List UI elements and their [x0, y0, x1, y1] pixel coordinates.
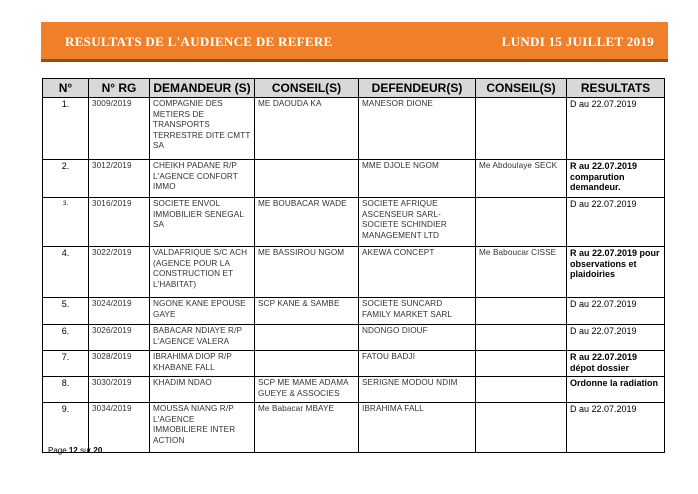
- cell-demandeur: KHADIM NDAO: [150, 377, 255, 403]
- cell-conseil-demandeur: [255, 325, 359, 351]
- cell-conseil-defendeur: [476, 403, 567, 453]
- cell-resultat: D au 22.07.2019: [567, 198, 665, 247]
- cell-defendeur: AKEWA CONCEPT: [359, 247, 476, 298]
- cell-conseil-demandeur: ME BOUBACAR WADE: [255, 198, 359, 247]
- cell-conseil-defendeur: [476, 351, 567, 377]
- cell-rg: 3030/2019: [89, 377, 150, 403]
- table-row: [43, 198, 665, 247]
- results-table: [42, 78, 665, 453]
- table-row: [43, 377, 665, 403]
- cell-defendeur: SOCIETE AFRIQUE ASCENSEUR SARL-SOCIETE SCHINDIER MANAGEMENT LTD: [359, 198, 476, 247]
- header-rg: N° RG: [89, 79, 150, 98]
- header-banner: [41, 22, 668, 62]
- cell-resultat: D au 22.07.2019: [567, 298, 665, 325]
- cell-conseil-demandeur: ME BASSIROU NGOM: [255, 247, 359, 298]
- cell-num: 3.: [43, 198, 89, 247]
- table-row: [43, 247, 665, 298]
- banner-date: LUNDI 15 JUILLET 2019: [501, 34, 654, 49]
- cell-rg: 3022/2019: [89, 247, 150, 298]
- cell-num: 4.: [43, 247, 89, 298]
- cell-demandeur: BABACAR NDIAYE R/P L'AGENCE VALERA: [150, 325, 255, 351]
- table-row: [43, 160, 665, 198]
- cell-num: 1.: [43, 98, 89, 160]
- cell-demandeur: CHEIKH PADANE R/P L'AGENCE CONFORT IMMO: [150, 160, 255, 198]
- cell-conseil-defendeur: [476, 198, 567, 247]
- footer-sep: sur: [80, 446, 92, 455]
- cell-resultat: Ordonne la radiation: [567, 377, 665, 403]
- cell-conseil-demandeur: SCP KANE & SAMBE: [255, 298, 359, 325]
- cell-conseil-defendeur: [476, 377, 567, 403]
- cell-num: 2.: [43, 160, 89, 198]
- table-row: [43, 325, 665, 351]
- cell-resultat: D au 22.07.2019: [567, 403, 665, 453]
- cell-demandeur: SOCIETE ENVOL IMMOBILIER SENEGAL SA: [150, 198, 255, 247]
- cell-rg: 3034/2019: [89, 403, 150, 453]
- cell-resultat: R au 22.07.2019 comparution demandeur.: [567, 160, 665, 198]
- cell-rg: 3026/2019: [89, 325, 150, 351]
- cell-rg: 3016/2019: [89, 198, 150, 247]
- cell-resultat: D au 22.07.2019: [567, 98, 665, 160]
- cell-defendeur: FATOU BADJI: [359, 351, 476, 377]
- cell-num: 5.: [43, 298, 89, 325]
- cell-num: 6.: [43, 325, 89, 351]
- header-defendeur: DEFENDEUR(S): [359, 79, 476, 98]
- cell-rg: 3012/2019: [89, 160, 150, 198]
- cell-defendeur: MME DJOLE NGOM: [359, 160, 476, 198]
- cell-rg: 3028/2019: [89, 351, 150, 377]
- cell-demandeur: MOUSSA NIANG R/P L'AGENCE IMMOBILIERE INTER ACTION: [150, 403, 255, 453]
- cell-num: 9.: [43, 403, 89, 453]
- banner-title: RESULTATS DE L'AUDIENCE DE REFERE: [65, 34, 333, 49]
- table-row: [43, 351, 665, 377]
- cell-defendeur: IBRAHIMA FALL: [359, 403, 476, 453]
- table-row: [43, 98, 665, 160]
- table-header-row: [43, 79, 665, 98]
- table-row: [43, 403, 665, 453]
- header-conseil-defendeur: CONSEIL(S): [476, 79, 567, 98]
- cell-demandeur: IBRAHIMA DIOP R/P KHABANE FALL: [150, 351, 255, 377]
- footer-page-label: Page: [48, 446, 67, 455]
- cell-resultat: D au 22.07.2019: [567, 325, 665, 351]
- cell-conseil-defendeur: Me Baboucar CISSE: [476, 247, 567, 298]
- cell-defendeur: SERIGNE MODOU NDIM: [359, 377, 476, 403]
- header-demandeur: DEMANDEUR (S): [150, 79, 255, 98]
- cell-defendeur: NDONGO DIOUF: [359, 325, 476, 351]
- cell-defendeur: MANESOR DIONE: [359, 98, 476, 160]
- cell-rg: 3024/2019: [89, 298, 150, 325]
- cell-num: 8.: [43, 377, 89, 403]
- cell-conseil-defendeur: [476, 325, 567, 351]
- cell-conseil-demandeur: [255, 351, 359, 377]
- table-row: [43, 298, 665, 325]
- cell-conseil-demandeur: SCP ME MAME ADAMA GUEYE & ASSOCIES: [255, 377, 359, 403]
- cell-rg: 3009/2019: [89, 98, 150, 160]
- page-footer: [48, 446, 102, 455]
- cell-conseil-defendeur: [476, 98, 567, 160]
- cell-num: 7.: [43, 351, 89, 377]
- footer-page-total: 20: [93, 446, 103, 455]
- cell-demandeur: VALDAFRIQUE S/C ACH (AGENCE POUR LA CONSTRUCTION ET L'HABITAT): [150, 247, 255, 298]
- cell-conseil-demandeur: ME DAOUDA KA: [255, 98, 359, 160]
- cell-conseil-demandeur: Me Babacar MBAYE: [255, 403, 359, 453]
- cell-demandeur: COMPAGNIE DES METIERS DE TRANSPORTS TERRESTRE DITE CMTT SA: [150, 98, 255, 160]
- cell-conseil-defendeur: [476, 298, 567, 325]
- cell-defendeur: SOCIETE SUNCARD FAMILY MARKET SARL: [359, 298, 476, 325]
- cell-demandeur: NGONE KANE EPOUSE GAYE: [150, 298, 255, 325]
- header-num: N°: [43, 79, 89, 98]
- cell-conseil-demandeur: [255, 160, 359, 198]
- cell-resultat: R au 22.07.2019 dépot dossier: [567, 351, 665, 377]
- footer-page-current: 12: [68, 446, 78, 455]
- header-resultats: RESULTATS: [567, 79, 665, 98]
- cell-resultat: R au 22.07.2019 pour observations et plaidoiries: [567, 247, 665, 298]
- header-conseil-demandeur: CONSEIL(S): [255, 79, 359, 98]
- cell-conseil-defendeur: Me Abdoulaye SECK: [476, 160, 567, 198]
